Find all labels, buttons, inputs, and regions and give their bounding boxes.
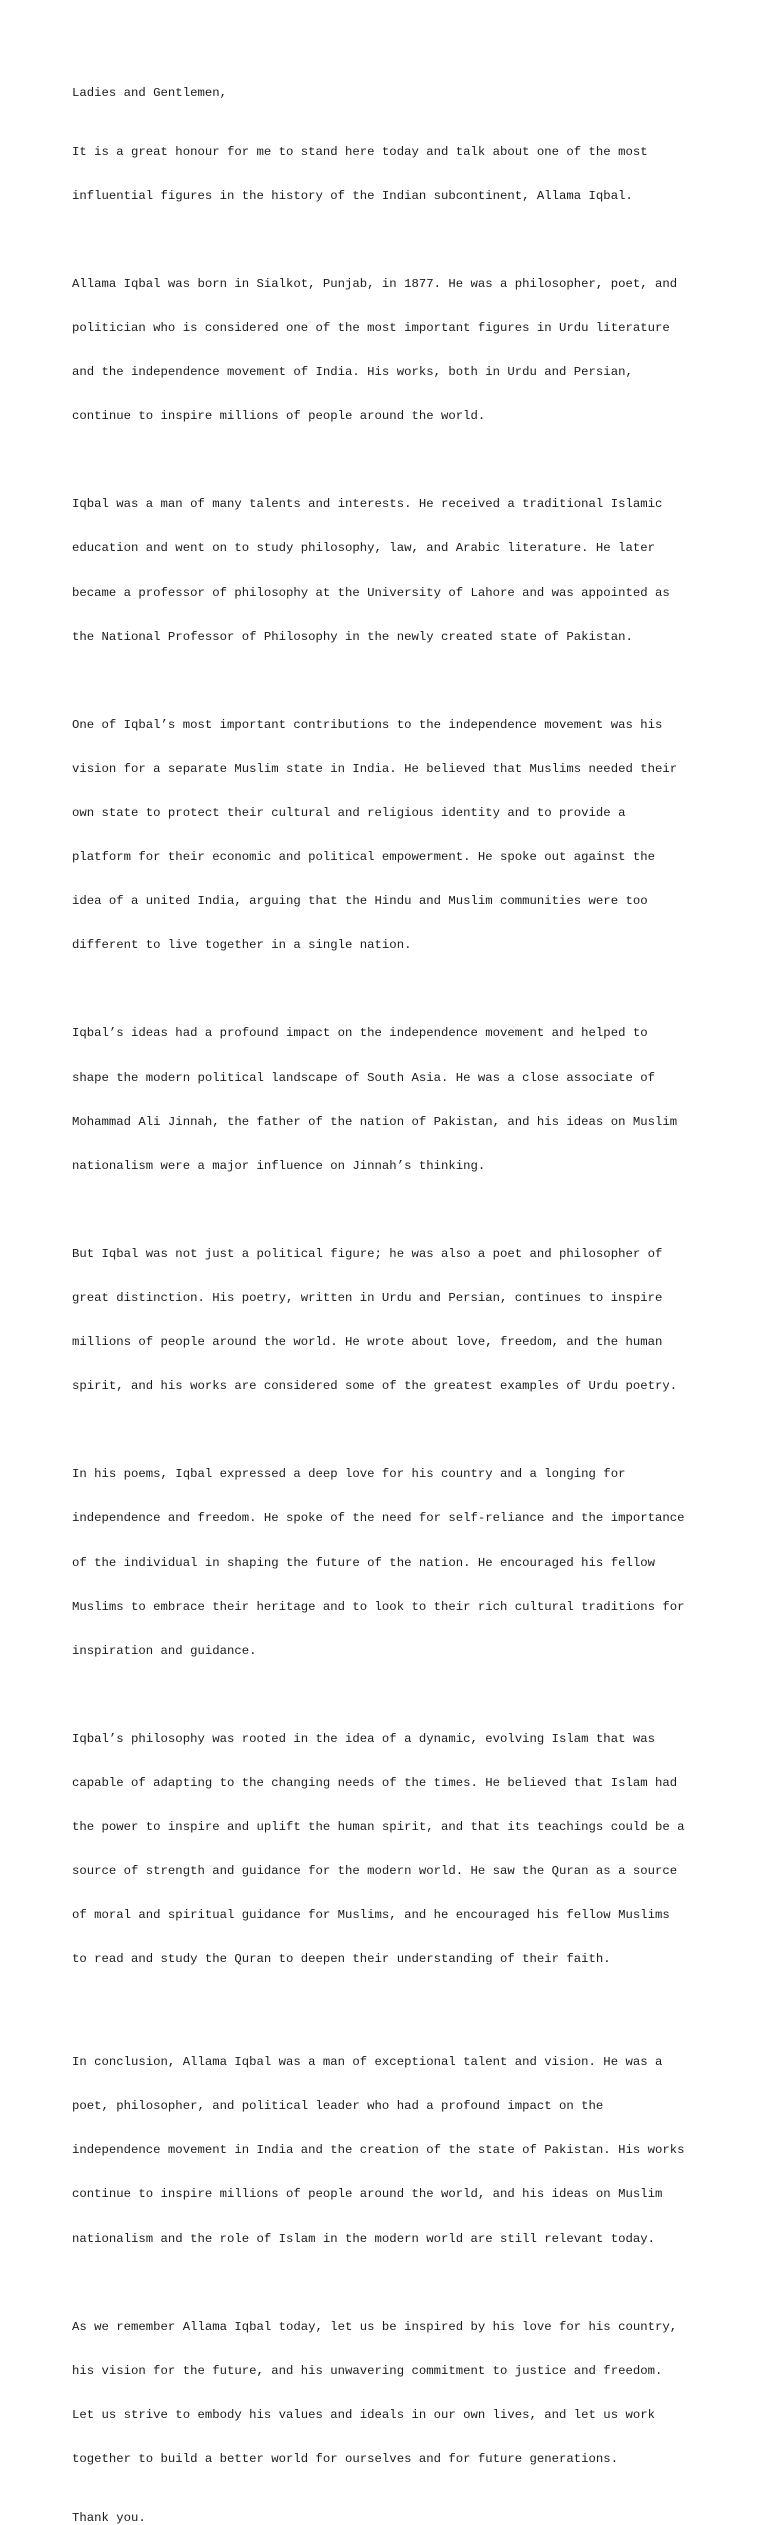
- paragraph-impact: [72, 997, 712, 1203]
- text-line: continue to inspire millions of people around the world, and his ideas on Muslim: [72, 2187, 663, 2202]
- text-line: nationalism and the role of Islam in the modern world are still relevant today.: [72, 2231, 655, 2246]
- text-line: idea of a united India, arguing that the Hindu and Muslim communities were too: [72, 894, 648, 909]
- paragraph-birth: [72, 248, 712, 454]
- text-line: As we remember Allama Iqbal today, let us be inspired by his love for his country,: [72, 2319, 678, 2334]
- text-line: Allama Iqbal was born in Sialkot, Punjab, in 1877. He was a philosopher, poet, and: [72, 276, 678, 291]
- paragraph-philosophy: [72, 1702, 712, 1996]
- paragraph-poet: [72, 1217, 712, 1423]
- document-page: [72, 86, 712, 2525]
- text-line: vision for a separate Muslim state in India. He believed that Muslims needed their: [72, 761, 678, 776]
- text-line: continue to inspire millions of people around the world.: [72, 409, 486, 424]
- text-line: independence movement in India and the creation of the state of Pakistan. His works: [72, 2143, 685, 2158]
- text-line: Iqbal’s ideas had a profound impact on the independence movement and helped to: [72, 1026, 648, 1041]
- text-line: shape the modern political landscape of South Asia. He was a close associate of: [72, 1070, 655, 1085]
- text-line: Let us strive to embody his values and ideals in our own lives, and let us work: [72, 2407, 655, 2422]
- text-line: In his poems, Iqbal expressed a deep love for his country and a longing for: [72, 1467, 626, 1482]
- text-line: It is a great honour for me to stand here today and talk about one of the most: [72, 144, 648, 159]
- text-line: and the independence movement of India. His works, both in Urdu and Persian,: [72, 365, 633, 380]
- text-line: One of Iqbal’s most important contributions to the independence movement was his: [72, 717, 663, 732]
- greeting: Ladies and Gentlemen,: [72, 86, 227, 100]
- text-line: to read and study the Quran to deepen their understanding of their faith.: [72, 1952, 611, 1967]
- text-line: of moral and spiritual guidance for Muslims, and he encouraged his fellow Muslims: [72, 1908, 670, 1923]
- text-line: became a professor of philosophy at the University of Lahore and was appointed as: [72, 585, 670, 600]
- text-line: the National Professor of Philosophy in the newly created state of Pakistan.: [72, 629, 633, 644]
- text-line: But Iqbal was not just a political figure; he was also a poet and philosopher of: [72, 1246, 663, 1261]
- paragraph-remember: [72, 2290, 712, 2496]
- text-line: source of strength and guidance for the modern world. He saw the Quran as a source: [72, 1864, 678, 1879]
- text-line: platform for their economic and political empowerment. He spoke out against the: [72, 850, 655, 865]
- text-line: Muslims to embrace their heritage and to look to their rich cultural traditions for: [72, 1599, 685, 1614]
- text-line: education and went on to study philosophy, law, and Arabic literature. He later: [72, 541, 655, 556]
- text-line: his vision for the future, and his unwavering commitment to justice and freedom.: [72, 2363, 663, 2378]
- text-line: influential figures in the history of the Indian subcontinent, Allama Iqbal.: [72, 188, 633, 203]
- text-line: of the individual in shaping the future of the nation. He encouraged his fellow: [72, 1555, 655, 1570]
- text-line: spirit, and his works are considered some of the greatest examples of Urdu poetry.: [72, 1379, 678, 1394]
- text-line: millions of people around the world. He wrote about love, freedom, and the human: [72, 1335, 663, 1350]
- text-line: independence and freedom. He spoke of the need for self-reliance and the importance: [72, 1511, 685, 1526]
- text-line: together to build a better world for ourselves and for future generations.: [72, 2452, 619, 2466]
- paragraph-education: [72, 468, 712, 674]
- text-line: In conclusion, Allama Iqbal was a man of exceptional talent and vision. He was a: [72, 2055, 663, 2070]
- paragraph-poems: [72, 1438, 712, 1688]
- text-line: the power to inspire and uplift the human spirit, and that its teachings could be a: [72, 1820, 685, 1835]
- text-line: Iqbal was a man of many talents and interests. He received a traditional Islamic: [72, 497, 663, 512]
- text-line: Mohammad Ali Jinnah, the father of the nation of Pakistan, and his ideas on Muslim: [72, 1114, 678, 1129]
- text-line: politician who is considered one of the most important figures in Urdu literature: [72, 321, 670, 336]
- text-line: different to live together in a single nation.: [72, 938, 412, 953]
- text-line: own state to protect their cultural and religious identity and to provide a: [72, 806, 626, 821]
- paragraph-vision: [72, 688, 712, 982]
- paragraph-intro: [72, 115, 712, 233]
- closing: Thank you.: [72, 2510, 146, 2525]
- text-line: nationalism were a major influence on Jinnah’s thinking.: [72, 1158, 486, 1173]
- text-line: inspiration and guidance.: [72, 1643, 257, 1658]
- text-line: great distinction. His poetry, written in Urdu and Persian, continues to inspire: [72, 1291, 663, 1305]
- text-line: capable of adapting to the changing needs of the times. He believed that Islam had: [72, 1775, 678, 1790]
- paragraph-conclusion: [72, 2026, 712, 2276]
- text-line: poet, philosopher, and political leader who had a profound impact on the: [72, 2099, 604, 2114]
- text-line: Iqbal’s philosophy was rooted in the idea of a dynamic, evolving Islam that was: [72, 1731, 655, 1746]
